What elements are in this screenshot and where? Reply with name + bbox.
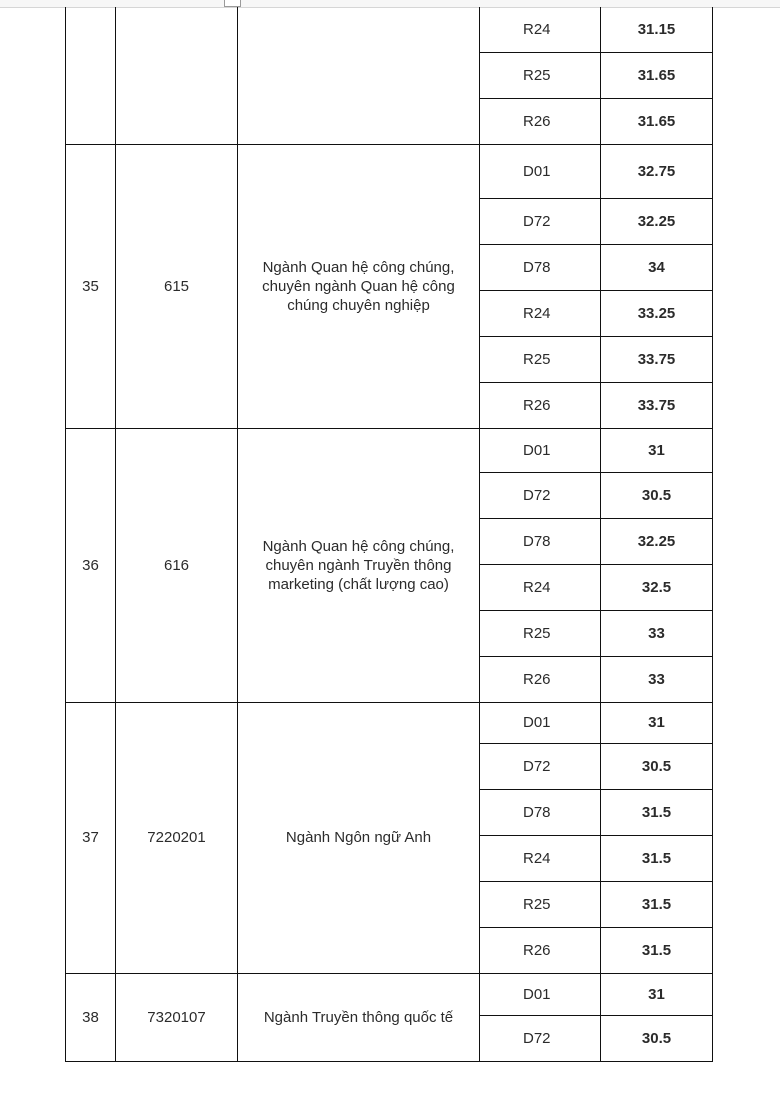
subject-combo-cell: D72 <box>480 743 601 789</box>
score-cell: 31 <box>601 973 713 1015</box>
table-row <box>66 428 713 472</box>
subject-combo-cell: D01 <box>480 973 601 1015</box>
major-name-cell: Ngành Truyền thông quốc tế <box>238 973 480 1061</box>
stt-cell: 38 <box>66 973 116 1061</box>
subject-combo-cell: R24 <box>480 7 601 52</box>
major-name-cell <box>238 7 480 144</box>
major-code-cell: 7320107 <box>116 973 238 1061</box>
table-row <box>66 973 713 1015</box>
subject-combo-cell: R26 <box>480 927 601 973</box>
subject-combo-cell: R24 <box>480 290 601 336</box>
admission-score-table <box>65 7 713 1062</box>
subject-combo-cell: D01 <box>480 702 601 743</box>
score-cell: 31.5 <box>601 835 713 881</box>
subject-combo-cell: R26 <box>480 656 601 702</box>
subject-combo-cell: R25 <box>480 881 601 927</box>
table-row <box>66 144 713 198</box>
major-name-cell: Ngành Quan hệ công chúng, chuyên ngành Quan hệ công chúng chuyên nghiệp <box>238 144 480 428</box>
subject-combo-cell: R26 <box>480 98 601 144</box>
score-cell: 33 <box>601 610 713 656</box>
ruler-indent-marker[interactable] <box>224 0 241 7</box>
subject-combo-cell: D72 <box>480 1015 601 1061</box>
score-cell: 32.25 <box>601 518 713 564</box>
score-cell: 31.5 <box>601 927 713 973</box>
score-cell: 30.5 <box>601 1015 713 1061</box>
subject-combo-cell: R25 <box>480 52 601 98</box>
major-code-cell: 616 <box>116 428 238 702</box>
score-cell: 33 <box>601 656 713 702</box>
subject-combo-cell: R25 <box>480 610 601 656</box>
score-cell: 32.5 <box>601 564 713 610</box>
score-cell: 34 <box>601 244 713 290</box>
score-cell: 32.75 <box>601 144 713 198</box>
major-code-cell <box>116 7 238 144</box>
score-cell: 33.25 <box>601 290 713 336</box>
stt-cell: 35 <box>66 144 116 428</box>
subject-combo-cell: D01 <box>480 144 601 198</box>
stt-cell: 37 <box>66 702 116 973</box>
subject-combo-cell: D78 <box>480 518 601 564</box>
subject-combo-cell: D01 <box>480 428 601 472</box>
score-cell: 31.5 <box>601 881 713 927</box>
table-row <box>66 702 713 743</box>
score-cell: 30.5 <box>601 472 713 518</box>
major-code-cell: 615 <box>116 144 238 428</box>
major-code-cell: 7220201 <box>116 702 238 973</box>
subject-combo-cell: D72 <box>480 198 601 244</box>
subject-combo-cell: D78 <box>480 789 601 835</box>
stt-cell: 36 <box>66 428 116 702</box>
score-cell: 32.25 <box>601 198 713 244</box>
subject-combo-cell: R24 <box>480 564 601 610</box>
table-row <box>66 7 713 52</box>
subject-combo-cell: R25 <box>480 336 601 382</box>
score-cell: 30.5 <box>601 743 713 789</box>
stt-cell <box>66 7 116 144</box>
score-cell: 33.75 <box>601 336 713 382</box>
score-cell: 31.65 <box>601 98 713 144</box>
major-name-cell: Ngành Quan hệ công chúng, chuyên ngành Truyền thông marketing (chất lượng cao) <box>238 428 480 702</box>
score-cell: 33.75 <box>601 382 713 428</box>
major-name-cell: Ngành Ngôn ngữ Anh <box>238 702 480 973</box>
subject-combo-cell: D78 <box>480 244 601 290</box>
subject-combo-cell: D72 <box>480 472 601 518</box>
score-cell: 31.65 <box>601 52 713 98</box>
score-cell: 31 <box>601 428 713 472</box>
score-cell: 31.5 <box>601 789 713 835</box>
score-cell: 31.15 <box>601 7 713 52</box>
subject-combo-cell: R26 <box>480 382 601 428</box>
subject-combo-cell: R24 <box>480 835 601 881</box>
score-cell: 31 <box>601 702 713 743</box>
